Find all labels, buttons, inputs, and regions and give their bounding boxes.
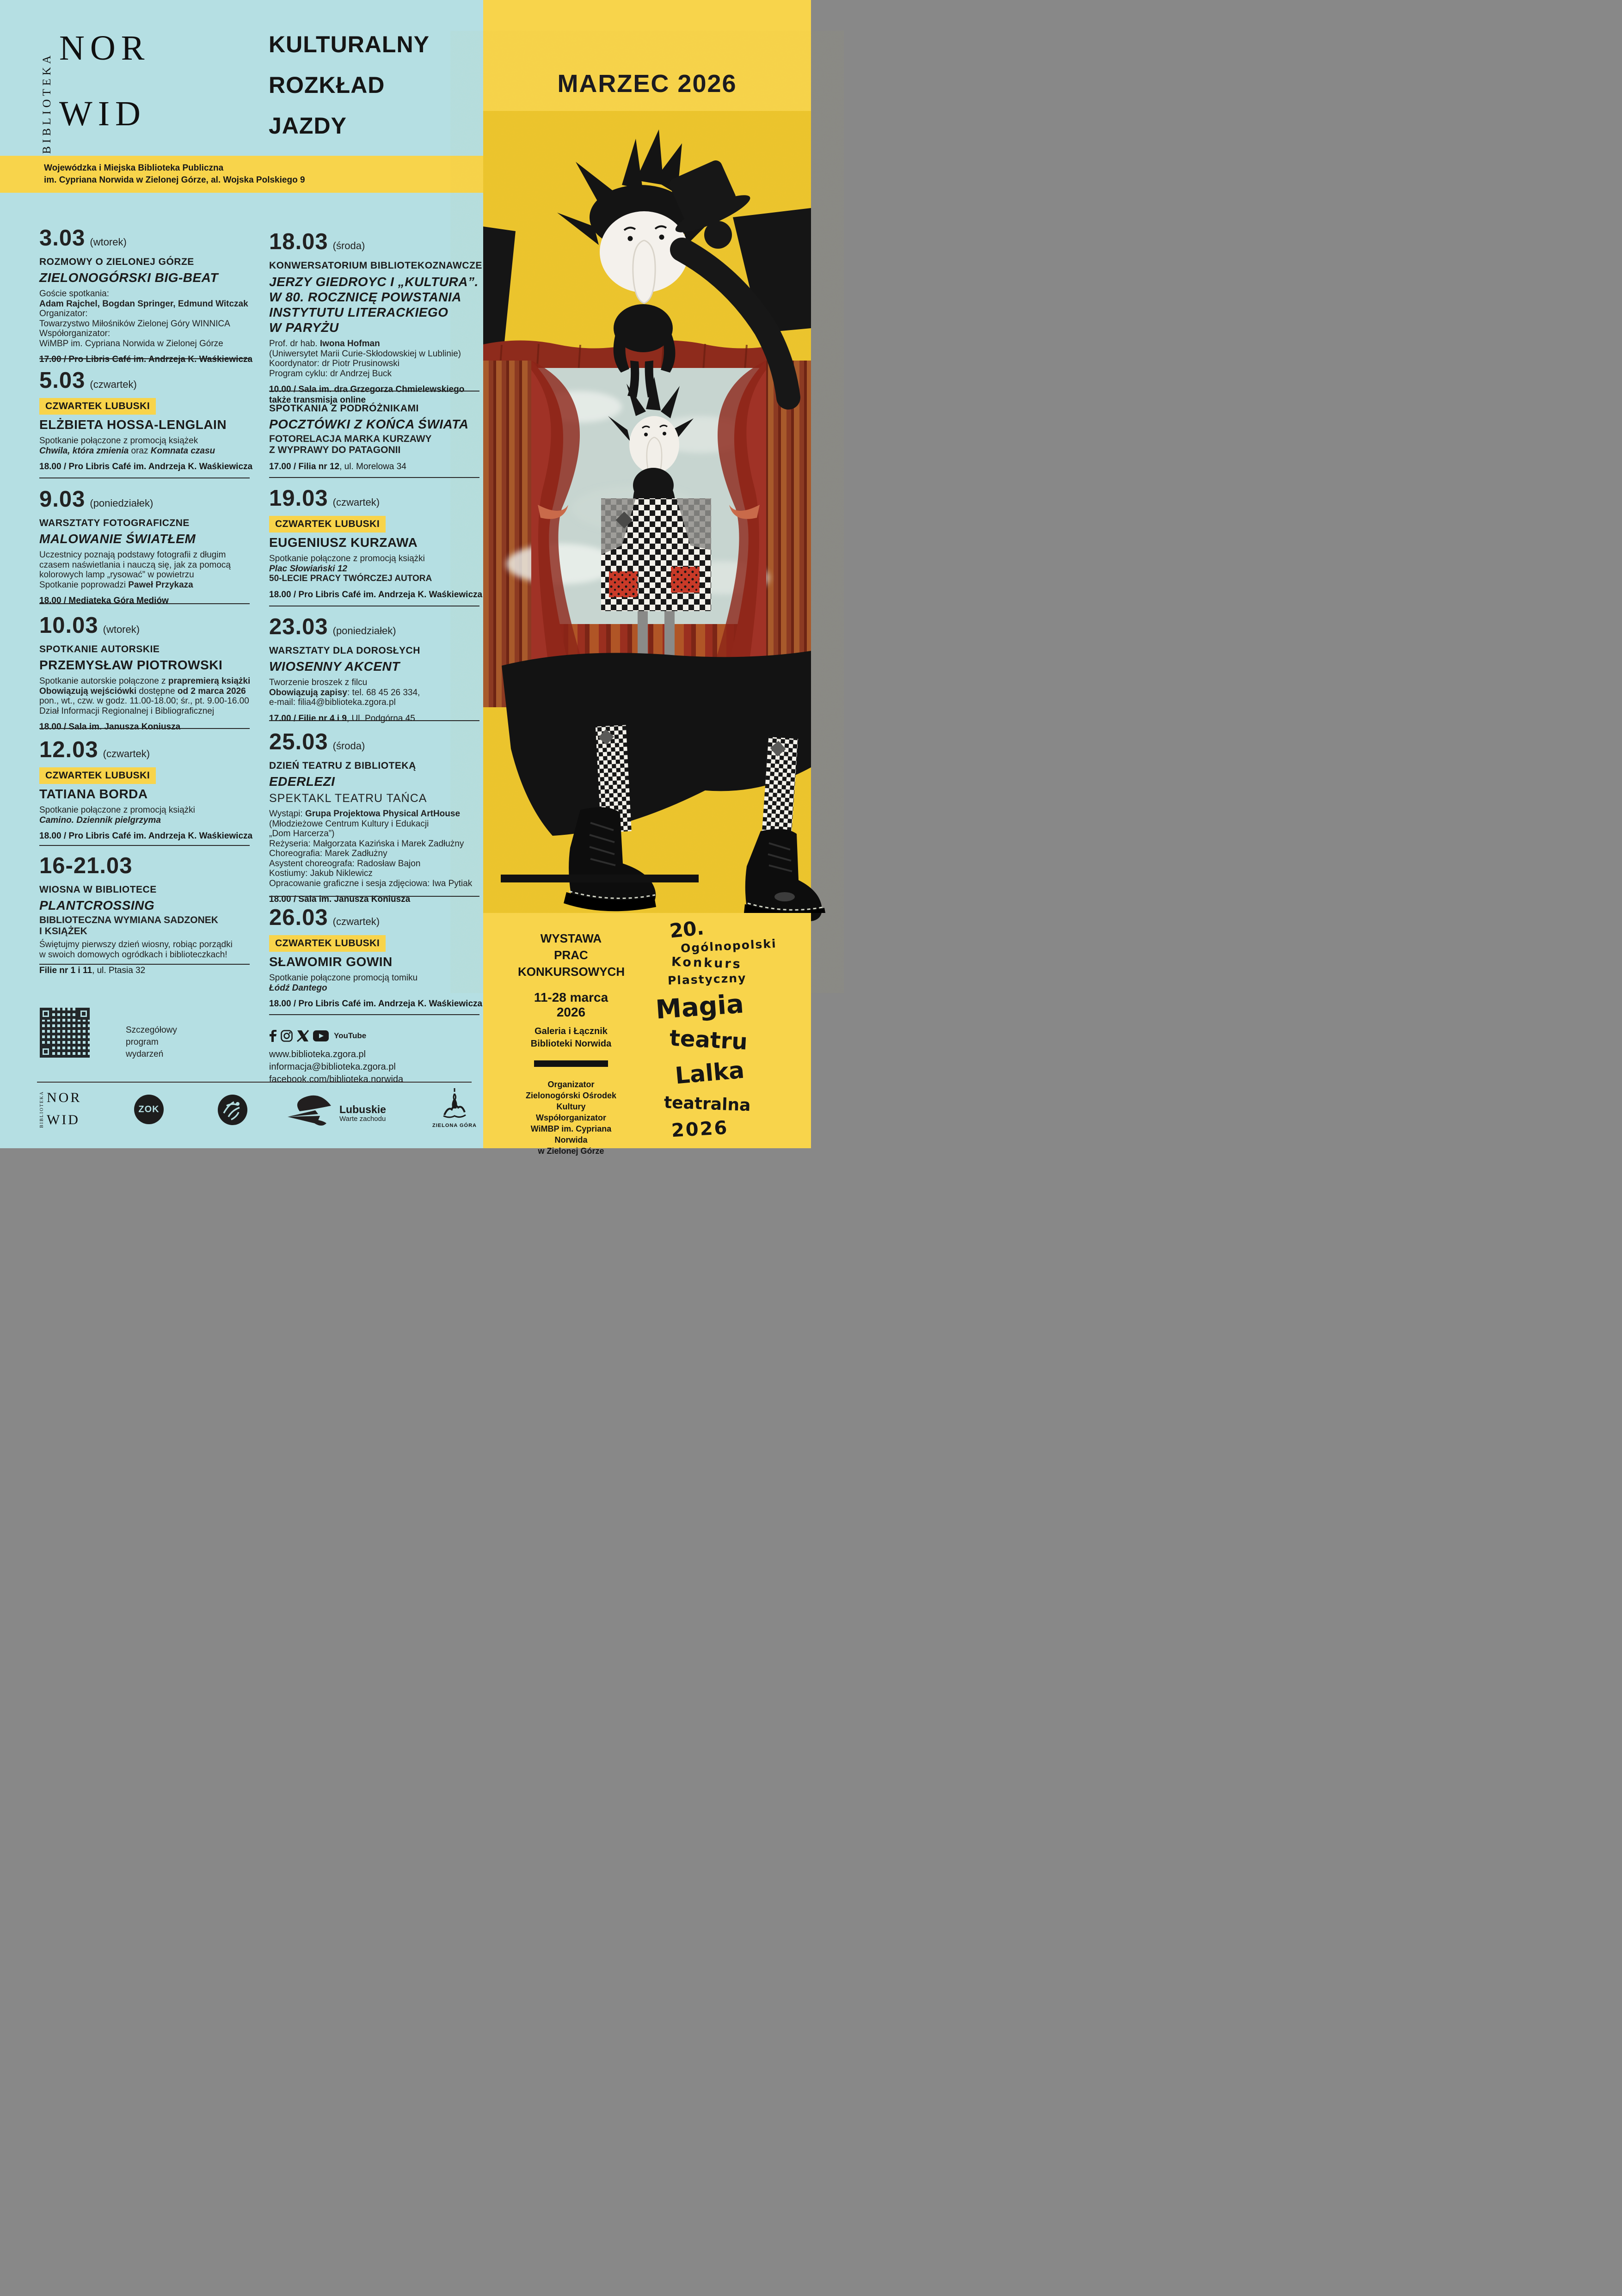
book-title: Komnata czasu — [150, 446, 215, 456]
event-guests: Adam Rajchel, Bogdan Springer, Edmund Witczak — [39, 299, 248, 309]
czwartek-lubuski-badge: CZWARTEK LUBUSKI — [39, 398, 156, 415]
event-title-line: W PARYŻU — [269, 320, 339, 335]
event-day: (wtorek) — [90, 236, 127, 248]
lubuskie-logo-text: Lubuskie — [339, 1103, 386, 1115]
x-icon — [297, 1030, 309, 1042]
event-detail: „Dom Harcerza”) — [269, 829, 335, 839]
event-day: (poniedziałek) — [90, 497, 154, 509]
event-time-place: 18.00 / Pro Libris Café im. Andrzeja K. Waśkiewicza — [269, 999, 483, 1009]
event-title-line: INSTYTUTU LITERACKIEGO — [269, 305, 449, 319]
zok-logo — [134, 1095, 164, 1124]
event-title: TATIANA BORDA — [39, 787, 148, 801]
event-time-place: 17.00 / Filie nr 4 i 9 — [269, 713, 347, 723]
email-address: informacja@biblioteka.zgora.pl — [269, 1062, 396, 1072]
contest-big-word: teatru — [669, 1025, 749, 1055]
event-detail: Spotkanie połączone z promocją książki — [269, 554, 425, 563]
book-title: Chwila, która zmienia — [39, 446, 129, 456]
event-title: SŁAWOMIR GOWIN — [269, 955, 393, 969]
event-detail: Kostiumy: Jakub Niklewicz — [269, 869, 373, 878]
event-detail: dostępne — [136, 686, 178, 696]
address-line1: Wojewódzka i Miejska Biblioteka Publiczna — [44, 163, 224, 173]
qr-caption-line: Szczegółowy — [126, 1025, 177, 1035]
event-category: WARSZTATY FOTOGRAFICZNE — [39, 518, 190, 528]
youtube-label: YouTube — [334, 1031, 367, 1040]
event-26-03 — [269, 905, 486, 1009]
event-category: SPOTKANIA Z PODRÓŻNIKAMI — [269, 403, 419, 414]
event-detail: Spotkanie połączone promocją tomiku — [269, 973, 418, 983]
event-25-03 — [269, 729, 486, 905]
event-place: Filie nr 1 i 11 — [39, 966, 92, 975]
right-boot — [744, 829, 825, 924]
event-detail: oraz — [129, 446, 151, 456]
event-detail: Wystąpi: — [269, 809, 305, 819]
event-detail: WiMBP im. Cypriana Norwida w Zielonej Górze — [39, 338, 223, 349]
event-day: (poniedziałek) — [332, 625, 396, 637]
organizer-name: Zielonogórski Ośrodek Kultury — [525, 1091, 617, 1111]
website-url: www.biblioteka.zgora.pl — [269, 1049, 366, 1059]
zielona-gora-logo — [429, 1087, 480, 1128]
library-logo-line2: WID — [59, 94, 146, 133]
event-time-place: , ul. Morelowa 34 — [339, 462, 406, 471]
address-bar — [0, 156, 483, 193]
exhibition-venue: Galeria i Łącznik — [535, 1026, 608, 1036]
exhibition-block — [518, 930, 624, 1157]
event-phone: : tel. 68 45 26 334, — [347, 687, 420, 698]
event-detail: Prof. dr hab. — [269, 339, 320, 349]
event-email: e-mail: filia4@biblioteka.zgora.pl — [269, 698, 396, 707]
event-subtitle: BIBLIOTECZNA WYMIANA SADZONEK — [39, 915, 218, 925]
event-day: (czwartek) — [90, 379, 137, 390]
footer-logo-line: NOR — [47, 1090, 82, 1105]
event-title: MALOWANIE ŚWIATŁEM — [39, 532, 196, 546]
event-host: Paweł Przykaza — [128, 580, 193, 590]
exhibition-dates: 11-28 marca 2026 — [534, 990, 608, 1019]
footer-logo-vertical: BIBLIOTEKA — [39, 1091, 44, 1128]
contest-number: 20. — [668, 916, 705, 943]
divider — [269, 391, 479, 392]
event-time-place: 17.00 / Filia nr 12 — [269, 462, 340, 471]
divider — [39, 358, 250, 359]
divider — [269, 720, 479, 721]
event-detail: (Uniwersytet Marii Curie-Skłodowskiej w Lublinie) — [269, 349, 461, 359]
event-time-place: , Ul. Podgórna 45 — [346, 713, 415, 723]
event-subtitle: FOTORELACJA MARKA KURZAWY — [269, 434, 432, 444]
art-center-logo — [217, 1095, 248, 1127]
exhibition-venue: Biblioteki Norwida — [530, 1039, 612, 1049]
norwid-footer-logo — [39, 1091, 81, 1127]
event-date: 26.03 — [269, 905, 328, 930]
exhibition-line: PRAC — [554, 948, 588, 962]
event-time-place: 18.00 / Pro Libris Café im. Andrzeja K. Waśkiewicza — [39, 462, 253, 471]
event-3-03 — [39, 225, 257, 365]
event-category: KONWERSATORIUM BIBLIOTEKOZNAWCZE — [269, 260, 482, 271]
social-icons-row — [269, 1030, 366, 1042]
czwartek-lubuski-badge: CZWARTEK LUBUSKI — [269, 935, 386, 952]
event-title: ELŻBIETA HOSSA-LENGLAIN — [39, 417, 227, 432]
page-title — [269, 24, 430, 146]
event-detail: Spotkanie poprowadzi — [39, 580, 129, 590]
event-detail: Współorganizator: — [39, 329, 111, 338]
event-title: EUGENIUSZ KURZAWA — [269, 535, 418, 550]
lubuskie-logo — [286, 1094, 386, 1133]
event-category: ROZMOWY O ZIELONEJ GÓRZE — [39, 257, 194, 267]
event-online-note: także transmisja online — [269, 395, 366, 405]
event-detail: Spotkanie połączone z promocją książek — [39, 436, 198, 446]
puppet-theater-illustration — [483, 111, 811, 913]
footer-logo-line: WID — [47, 1112, 80, 1127]
book-title: Łódź Dantego — [269, 983, 327, 993]
black-bar — [501, 875, 699, 882]
event-date: 3.03 — [39, 226, 86, 251]
stage-left-column — [483, 361, 531, 707]
event-detail: w swoich domowych ogródkach i biblioteczkach! — [39, 949, 227, 960]
contest-big-word: Magia — [654, 989, 745, 1025]
divider — [39, 964, 250, 965]
event-title: WIOSENNY AKCENT — [269, 659, 400, 673]
event-day: (wtorek) — [103, 624, 140, 635]
contest-year: 2026 — [670, 1117, 729, 1142]
book-title: Plac Słowiański 12 — [269, 563, 347, 574]
divider — [39, 845, 250, 846]
event-date: 9.03 — [39, 487, 86, 512]
event-subtitle: 50-LECIE PRACY TWÓRCZEJ AUTORA — [269, 574, 432, 583]
event-detail: Dział Informacji Regionalnej i Bibliograficznej — [39, 706, 215, 716]
footer-divider — [37, 1082, 472, 1083]
event-date: 5.03 — [39, 368, 86, 393]
contest-line: Ogólnopolski — [680, 937, 777, 955]
event-time-place: 18.00 / Pro Libris Café im. Andrzeja K. Waśkiewicza — [39, 831, 253, 841]
event-detail: Opracowanie graficzne i sesja zdjęciowa: Iwa Pytiak — [269, 878, 473, 888]
event-date: 16-21.03 — [39, 853, 133, 878]
event-detail: Uczestnicy poznają podstawy fotografii z długim — [39, 550, 226, 560]
event-category: WIOSNA W BIBLIOTECE — [39, 884, 157, 895]
coorganizer-name: WiMBP im. Cypriana Norwida — [530, 1124, 612, 1145]
qr-caption — [126, 1024, 177, 1060]
lubuskie-logo-mark — [286, 1094, 334, 1133]
title-line: KULTURALNY — [269, 31, 430, 57]
event-detail: pon., wt., czw. w godz. 11.00-18.00; śr., pt. 9.00-16.00 — [39, 696, 249, 706]
event-detail: prapremierą książki — [168, 676, 251, 686]
youtube-icon — [313, 1030, 329, 1041]
event-detail: od 2 marca 2026 — [177, 686, 246, 696]
event-time-place: 17.00 / Pro Libris Café im. Andrzeja K. Waśkiewicza — [39, 355, 253, 364]
title-line: ROZKŁAD — [269, 72, 385, 98]
zielona-gora-logo-mark — [442, 1087, 467, 1120]
divider — [39, 728, 250, 729]
event-time-place: 18.00 / Sala im. Janusza Koniusza — [39, 722, 181, 732]
event-date: 19.03 — [269, 486, 328, 511]
qr-caption-line: program — [126, 1037, 159, 1047]
event-date: 18.03 — [269, 229, 328, 254]
event-day: (czwartek) — [332, 916, 380, 927]
zielona-gora-logo-text: ZIELONA GÓRA — [432, 1123, 477, 1128]
facebook-url: facebook.com/biblioteka.norwida — [269, 1074, 404, 1084]
event-time-place: 10.00 / Sala im. dra Grzegorza Chmielewskiego — [269, 385, 465, 394]
event-detail: Obowiązują zapisy — [269, 687, 347, 698]
event-5-03 — [39, 367, 257, 472]
coorganizer-label: Współorganizator — [536, 1113, 606, 1122]
event-category: DZIEŃ TEATRU Z BIBLIOTEKĄ — [269, 760, 416, 771]
coorganizer-name: w Zielonej Górze — [538, 1146, 604, 1156]
event-title: PLANTCROSSING — [39, 898, 155, 912]
organizer-label: Organizator — [547, 1080, 595, 1089]
qr-code — [40, 1008, 90, 1058]
event-detail: Tworzenie broszek z filcu — [269, 678, 368, 687]
book-title: Camino. Dziennik pielgrzyma — [39, 815, 161, 825]
event-performer: Grupa Projektowa Physical ArtHouse — [305, 809, 461, 819]
exhibition-divider-rect — [534, 1060, 608, 1067]
event-detail: Świętujmy pierwszy dzień wiosny, robiąc porządki — [39, 940, 233, 949]
event-title-line: W 80. ROCZNICĘ POWSTANIA — [269, 290, 461, 304]
czwartek-lubuski-badge: CZWARTEK LUBUSKI — [269, 516, 386, 533]
event-title: POCZTÓWKI Z KOŃCA ŚWIATA — [269, 417, 469, 431]
event-detail: Choreografia: Marek Zadłużny — [269, 849, 387, 858]
event-9-03 — [39, 486, 257, 606]
address-line2: im. Cypriana Norwida w Zielonej Górze, al. Wojska Polskiego 9 — [44, 175, 305, 185]
event-place: , ul. Ptasia 32 — [92, 966, 146, 975]
event-date: 25.03 — [269, 729, 328, 754]
library-logo-line1: NOR — [59, 29, 150, 67]
event-16-21-03 — [39, 853, 257, 976]
exhibition-line: KONKURSOWYCH — [518, 965, 625, 979]
event-category: SPOTKANIE AUTORSKIE — [39, 644, 160, 655]
event-time-place: 18.00 / Sala im. Janusza Koniusza — [269, 894, 411, 904]
month-title: MARZEC 2026 — [557, 70, 737, 98]
contact-links — [269, 1048, 403, 1086]
event-10-03 — [39, 612, 257, 732]
event-19-03 — [269, 485, 486, 600]
event-date: 23.03 — [269, 614, 328, 639]
event-23-03 — [269, 614, 486, 724]
instagram-icon — [281, 1030, 293, 1042]
event-title: EDERLEZI — [269, 774, 335, 789]
event-subtitle: Z WYPRAWY DO PATAGONII — [269, 445, 401, 455]
event-category: WARSZTATY DLA DOROSŁYCH — [269, 645, 420, 656]
facebook-icon — [269, 1030, 276, 1042]
czwartek-lubuski-badge: CZWARTEK LUBUSKI — [39, 767, 156, 784]
month-band — [483, 0, 811, 111]
zok-logo-text: ZOK — [138, 1104, 160, 1114]
event-time-place: 18.00 / Mediateka Góra Mediów — [39, 596, 169, 606]
event-detail: Spotkanie połączone z promocją książki — [39, 805, 195, 815]
divider — [269, 1014, 479, 1015]
poster-page — [0, 0, 811, 1156]
event-detail: (Młodzieżowe Centrum Kultury i Edukacji — [269, 819, 429, 829]
event-12-03 — [39, 737, 257, 841]
event-detail: Goście spotkania: — [39, 289, 110, 299]
event-detail: kolorowych lamp „rysować” w powietrzu — [39, 570, 194, 580]
contest-big-word: Lalka — [674, 1056, 745, 1090]
event-date: 10.03 — [39, 613, 98, 638]
event-title: PRZEMYSŁAW PIOTROWSKI — [39, 658, 223, 672]
event-travelers — [269, 403, 486, 472]
event-subtitle: SPEKTAKL TEATRU TAŃCA — [269, 792, 427, 805]
library-logo-vertical: BIBLIOTEKA — [41, 52, 53, 154]
event-date: 12.03 — [39, 737, 98, 762]
divider — [269, 477, 479, 478]
event-18-03 — [269, 229, 486, 405]
event-title: ZIELONOGÓRSKI BIG-BEAT — [39, 270, 218, 285]
event-day: (czwartek) — [103, 748, 150, 759]
event-speaker: Iwona Hofman — [319, 339, 380, 349]
event-detail: Program cyklu: dr Andrzej Buck — [269, 368, 392, 379]
event-detail: Obowiązują wejściówki — [39, 686, 137, 696]
event-time-place: 18.00 / Pro Libris Café im. Andrzeja K. Waśkiewicza — [269, 589, 483, 600]
qr-caption-line: wydarzeń — [126, 1049, 164, 1059]
event-detail: Koordynator: dr Piotr Prusinowski — [269, 359, 399, 368]
contest-big-word: teatralna — [664, 1093, 751, 1115]
contest-line: Konkurs — [671, 955, 743, 972]
event-day: (środa) — [332, 240, 365, 251]
contest-line: Plastyczny — [667, 971, 747, 987]
event-detail: Towarzystwo Miłośników Zielonej Góry WINNICA — [39, 318, 230, 329]
title-line: JAZDY — [269, 113, 347, 139]
event-day: (środa) — [332, 740, 365, 752]
event-detail: Spotkanie autorskie połączone z — [39, 676, 168, 686]
event-detail: Reżyseria: Małgorzata Kazińska i Marek Zadłużny — [269, 839, 464, 849]
event-detail: Asystent choreografa: Radosław Bajon — [269, 858, 421, 869]
lubuskie-logo-tagline: Warte zachodu — [339, 1114, 386, 1123]
event-day: (czwartek) — [332, 496, 380, 508]
divider — [39, 603, 250, 604]
event-title-line: JERZY GIEDROYC I „KULTURA”. — [269, 275, 479, 289]
event-subtitle: I KSIĄŻEK — [39, 926, 87, 937]
exhibition-line: WYSTAWA — [540, 931, 602, 945]
event-detail: czasem naświetlania i nauczą się, jak za pomocą — [39, 560, 231, 570]
divider — [269, 896, 479, 897]
event-detail: Organizator: — [39, 309, 88, 318]
